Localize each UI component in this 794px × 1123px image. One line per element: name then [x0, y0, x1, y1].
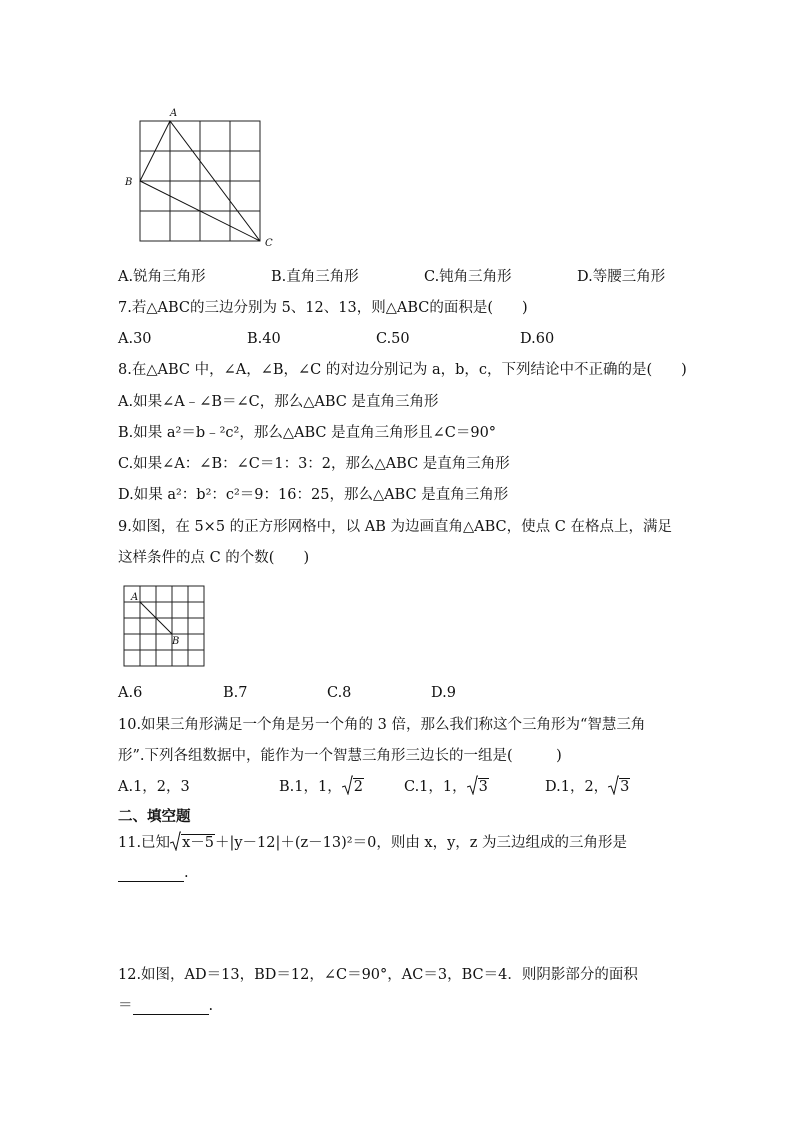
q6-option-d: D.等腰三角形	[577, 269, 666, 285]
q10-option-c-radicand: 3	[478, 779, 488, 795]
q10-option-b	[279, 778, 364, 796]
q10-option-b-sqrt	[342, 778, 364, 796]
q11-radicand: x－5	[182, 835, 214, 851]
q7-option-a: A.30	[118, 331, 152, 347]
q10-stem-line1: 10.如果三角形满足一个角是另一个角的 3 倍，那么我们称这个三角形为“智慧三角	[118, 717, 646, 733]
q10-stem-line2: 形”.下列各组数据中，能作为一个智慧三角形三边长的一组是( )	[118, 748, 562, 764]
q11-rest: ＋|y－12|＋(z－13)²＝0，则由 x，y，z 为三边组成的三角形是	[214, 835, 628, 851]
q9-option-b: B.7	[223, 685, 248, 701]
q10-option-c-sqrt	[467, 778, 489, 796]
q6-figure	[118, 103, 288, 253]
q11-answer-blank[interactable]	[118, 867, 184, 882]
q10-option-d-sqrt	[608, 778, 630, 796]
section-fill-in-title: 二、填空题	[118, 809, 191, 825]
q11-answer-line	[118, 864, 189, 882]
q7-option-c: C.50	[376, 331, 410, 347]
q6-label-b: B	[125, 177, 133, 188]
q11-prefix: 11.已知	[118, 835, 171, 851]
q12-end: .	[208, 998, 214, 1014]
q10-option-d	[545, 778, 630, 796]
q12-answer-blank[interactable]	[133, 1000, 209, 1015]
q9-label-b: B	[172, 636, 180, 647]
q8-stem: 8.在△ABC 中，∠A，∠B，∠C 的对边分别记为 a，b，c，下列结论中不正确的是( )	[118, 362, 687, 378]
q6-option-c: C.钝角三角形	[424, 269, 512, 285]
q9-stem-line2: 这样条件的点 C 的个数( )	[118, 550, 310, 566]
q8-option-b: B.如果 a²＝b﹣²c²，那么△ABC 是直角三角形且∠C＝90°	[118, 425, 497, 441]
q9-option-d: D.9	[431, 685, 456, 701]
q12-line2-prefix: ＝	[118, 998, 133, 1014]
q9-option-c: C.8	[327, 685, 352, 701]
q10-option-a	[118, 778, 190, 796]
q11-line	[118, 834, 627, 852]
q11-end: .	[184, 865, 189, 881]
q10-option-b-radicand: 2	[353, 779, 363, 795]
q8-option-d: D.如果 a²：b²：c²＝9：16：25，那么△ABC 是直角三角形	[118, 487, 509, 503]
q12-line1: 12.如图，AD＝13，BD＝12，∠C＝90°，AC＝3，BC＝4．则阴影部分的面积	[118, 967, 638, 983]
q9-figure	[120, 580, 210, 670]
q10-option-a-text: A.1，2，3	[118, 779, 190, 795]
q6-label-c: C	[265, 238, 273, 249]
q8-option-a: A.如果∠A﹣∠B＝∠C，那么△ABC 是直角三角形	[118, 394, 439, 410]
q7-option-d: D.60	[520, 331, 555, 347]
q9-stem-line1: 9.如图，在 5×5 的正方形网格中，以 AB 为边画直角△ABC，使点 C 在格点上，满足	[118, 519, 672, 535]
q10-option-d-text: D.1，2，	[545, 779, 609, 795]
q10-option-c-text: C.1，1，	[404, 779, 467, 795]
q6-option-a: A.锐角三角形	[118, 269, 206, 285]
q7-stem: 7.若△ABC的三边分别为 5、12、13，则△ABC的面积是( )	[118, 300, 528, 316]
q6-grid	[140, 121, 260, 241]
q10-option-b-text: B.1，1，	[279, 779, 342, 795]
q7-option-b: B.40	[247, 331, 281, 347]
q6-option-b: B.直角三角形	[271, 269, 359, 285]
q10-option-c	[404, 778, 489, 796]
q12-line2	[118, 997, 213, 1015]
q6-label-a: A	[170, 108, 178, 119]
q9-label-a: A	[131, 592, 139, 603]
q8-option-c: C.如果∠A：∠B：∠C＝1：3：2，那么△ABC 是直角三角形	[118, 456, 510, 472]
q10-option-d-radicand: 3	[620, 779, 630, 795]
q9-option-a: A.6	[118, 685, 143, 701]
q11-sqrt	[170, 834, 215, 852]
